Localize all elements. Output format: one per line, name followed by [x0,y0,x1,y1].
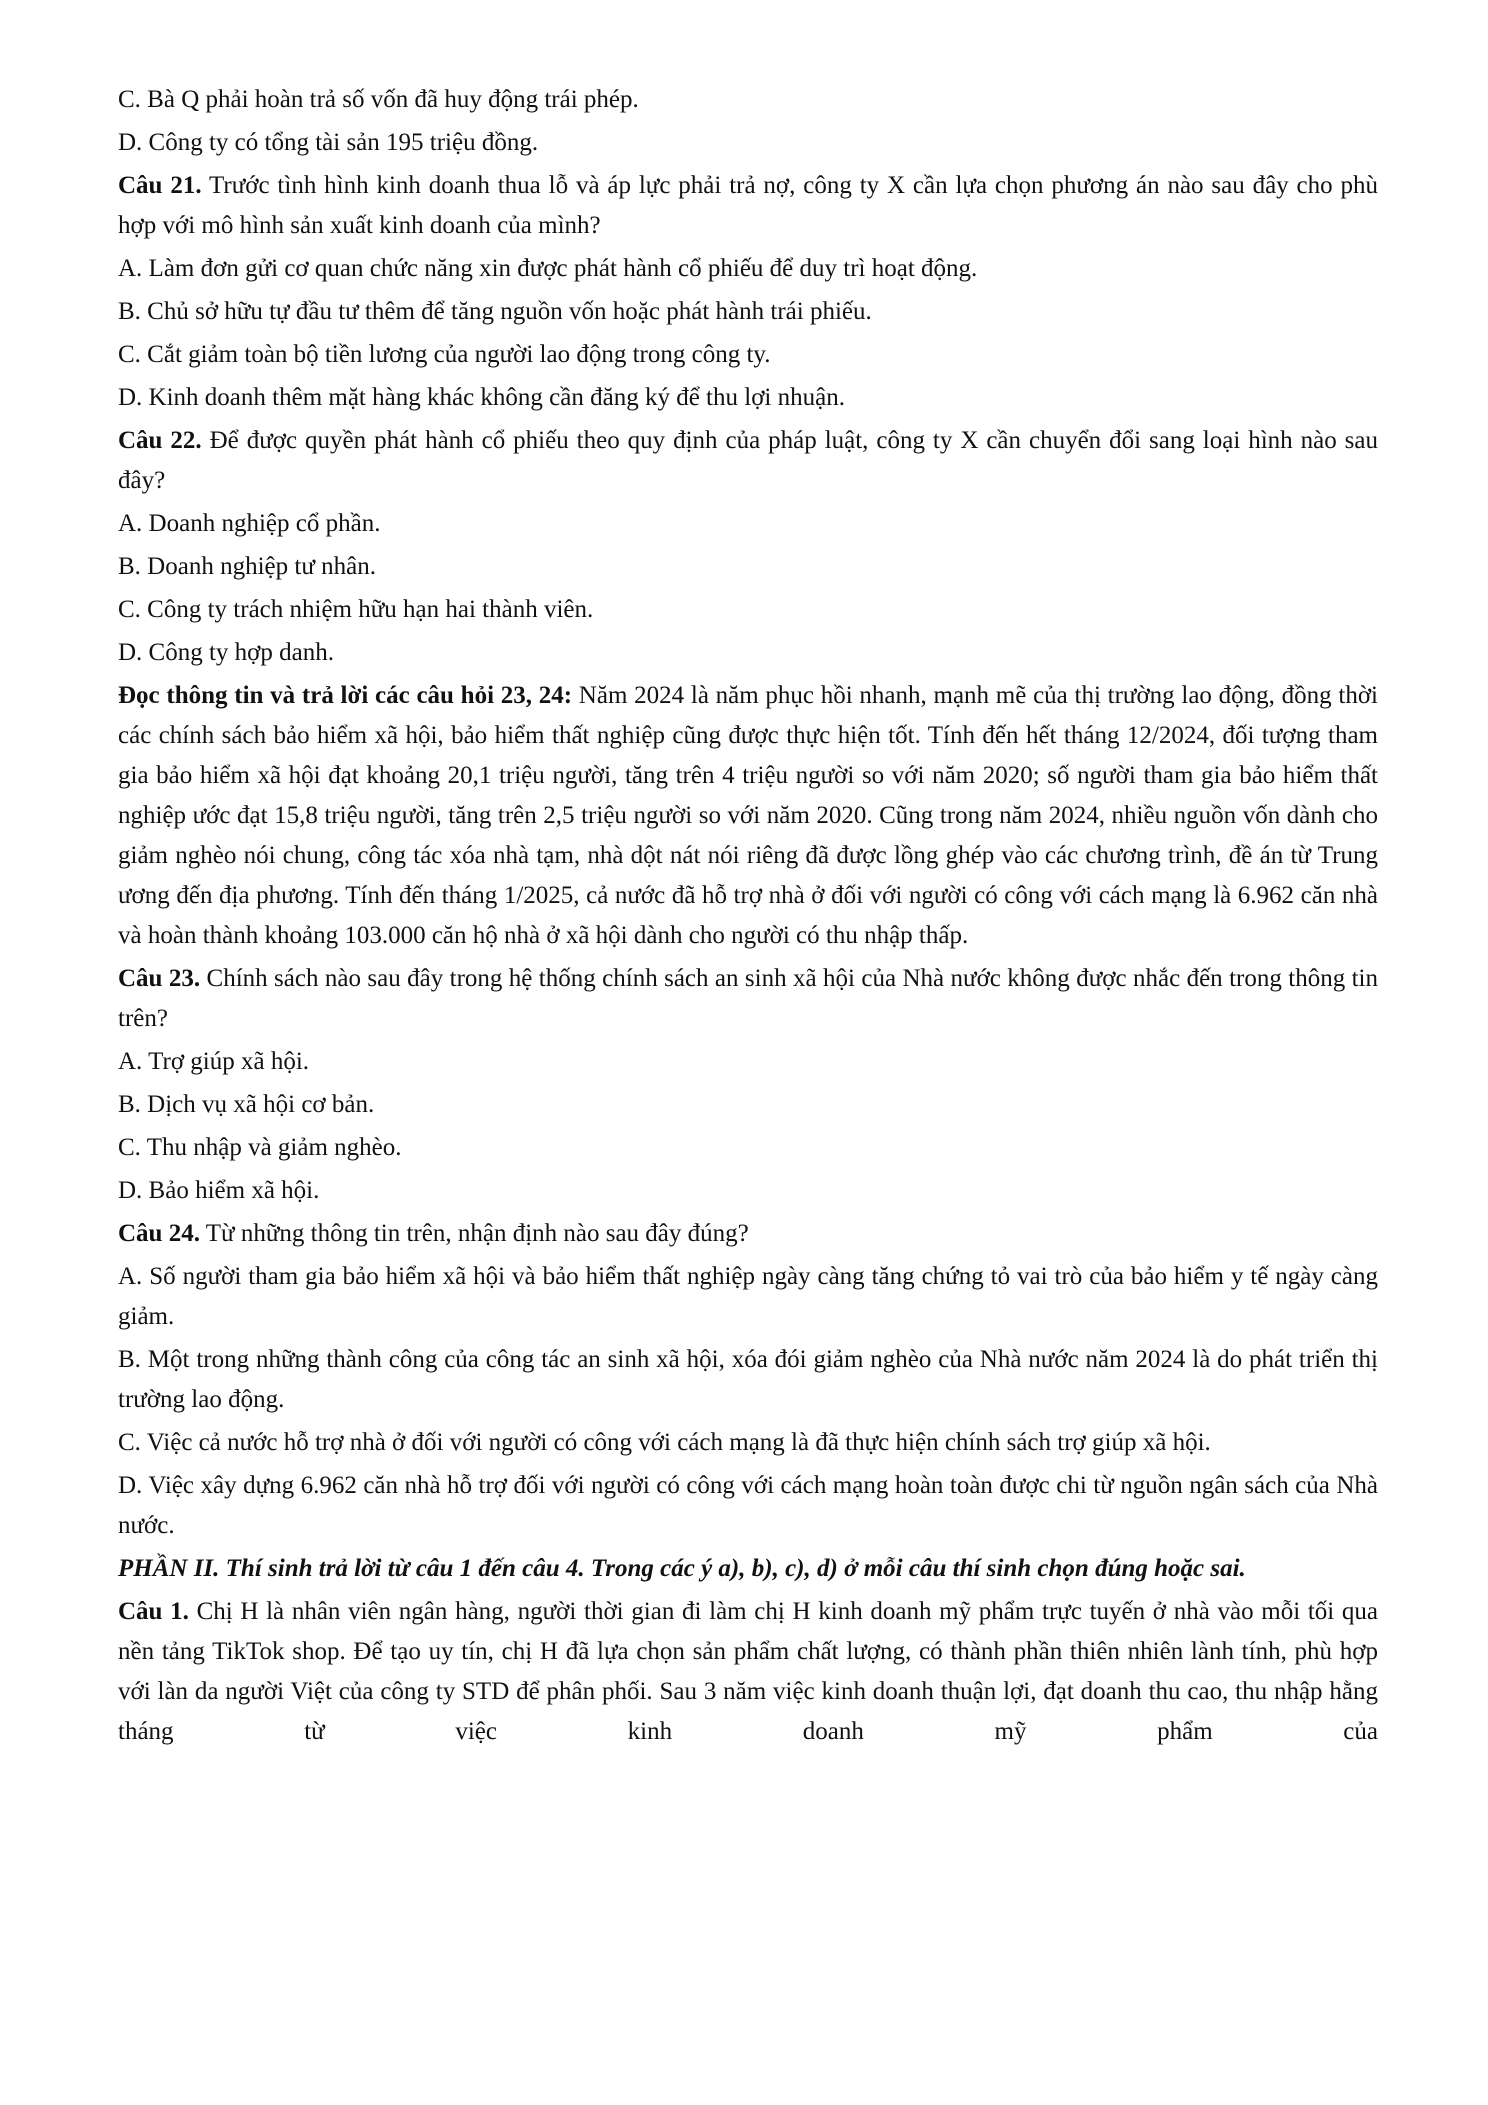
q21-option-a: A. Làm đơn gửi cơ quan chức năng xin được phát hành cổ phiếu để duy trì hoạt động. [118,255,978,282]
reading-passage-label: Đọc thông tin và trả lời các câu hỏi 23, 24: [118,682,573,709]
q21-option-c: C. Cắt giảm toàn bộ tiền lương của người lao động trong công ty. [118,341,771,368]
question-21-label: Câu 21. [118,172,202,199]
question-24 [118,1214,1378,1254]
question-21 [118,166,1378,246]
question-23-text: Chính sách nào sau đây trong hệ thống chính sách an sinh xã hội của Nhà nước không được nhắc đến trong thông tin trên? [118,965,1378,1032]
part-2-heading: PHẦN II. Thí sinh trả lời từ câu 1 đến câu 4. Trong các ý a), b), c), d) ở mỗi câu thí sinh chọn đúng hoặc sai. [118,1555,1246,1582]
q23-option-a: A. Trợ giúp xã hội. [118,1048,310,1075]
prev-option-d: D. Công ty có tổng tài sản 195 triệu đồng. [118,129,539,156]
question-22 [118,421,1378,501]
q24-option-d: D. Việc xây dựng 6.962 căn nhà hỗ trợ đối với người có công với cách mạng hoàn toàn được chi từ nguồn ngân sách của Nhà nước. [118,1472,1378,1539]
part-2-question-1 [118,1592,1378,1752]
q21-option-d: D. Kinh doanh thêm mặt hàng khác không cần đăng ký để thu lợi nhuận. [118,384,845,411]
question-21-text: Trước tình hình kinh doanh thua lỗ và áp lực phải trả nợ, công ty X cần lựa chọn phương án nào sau đây cho phù hợp với mô hình sản xuất kinh doanh của mình? [118,172,1378,239]
question-23 [118,959,1378,1039]
part-2-question-1-label: Câu 1. [118,1598,189,1625]
q24-option-b: B. Một trong những thành công của công tác an sinh xã hội, xóa đói giảm nghèo của Nhà nước năm 2024 là do phát triển thị trường lao động. [118,1346,1378,1413]
q23-option-c: C. Thu nhập và giảm nghèo. [118,1134,402,1161]
question-24-label: Câu 24. [118,1220,200,1247]
q22-option-b: B. Doanh nghiệp tư nhân. [118,553,376,580]
q23-option-d: D. Bảo hiểm xã hội. [118,1177,320,1204]
question-24-text: Từ những thông tin trên, nhận định nào sau đây đúng? [199,1220,749,1247]
q22-option-a: A. Doanh nghiệp cổ phần. [118,510,381,537]
q24-option-c: C. Việc cả nước hỗ trợ nhà ở đối với người có công với cách mạng là đã thực hiện chính sách trợ giúp xã hội. [118,1429,1211,1456]
question-22-label: Câu 22. [118,427,202,454]
question-23-label: Câu 23. [118,965,201,992]
q21-option-b: B. Chủ sở hữu tự đầu tư thêm để tăng nguồn vốn hoặc phát hành trái phiếu. [118,298,872,325]
part-2-question-1-text: Chị H là nhân viên ngân hàng, người thời gian đi làm chị H kinh doanh mỹ phẩm trực tuyến ở nhà vào mỗi tối qua nền tảng TikTok shop. Để tạo uy tín, chị H đã lựa chọn sản phẩm chất lượng, có thành phần thiên nhiên lành tính, phù hợp với làn da người Việt của công ty STD để phân phối. Sau 3 năm việc kinh doanh thuận lợi, đạt doanh thu cao, thu nhập hằng tháng từ việc kinh doanh mỹ phẩm của [118,1598,1378,1745]
reading-passage-text: Năm 2024 là năm phục hồi nhanh, mạnh mẽ của thị trường lao động, đồng thời các chính sách bảo hiểm xã hội, bảo hiểm thất nghiệp cũng được thực hiện tốt. Tính đến hết tháng 12/2024, đối tượng tham gia bảo hiểm xã hội đạt khoảng 20,1 triệu người, tăng trên 4 triệu người so với năm 2020; số người tham gia bảo hiểm thất nghiệp ước đạt 15,8 triệu người, tăng trên 2,5 triệu người so với năm 2020. Cũng trong năm 2024, nhiều nguồn vốn dành cho giảm nghèo nói chung, công tác xóa nhà tạm, nhà dột nát nói riêng đã được lồng ghép vào các chương trình, đề án từ Trung ương đến địa phương. Tính đến tháng 1/2025, cả nước đã hỗ trợ nhà ở đối với người có công với cách mạng là 6.962 căn nhà và hoàn thành khoảng 103.000 căn hộ nhà ở xã hội dành cho người có thu nhập thấp. [118,682,1378,949]
q22-option-c: C. Công ty trách nhiệm hữu hạn hai thành viên. [118,596,594,623]
prev-option-c: C. Bà Q phải hoàn trả số vốn đã huy động trái phép. [118,86,639,113]
q23-option-b: B. Dịch vụ xã hội cơ bản. [118,1091,375,1118]
q24-option-a: A. Số người tham gia bảo hiểm xã hội và bảo hiểm thất nghiệp ngày càng tăng chứng tỏ vai trò của bảo hiểm y tế ngày càng giảm. [118,1263,1378,1330]
q22-option-d: D. Công ty hợp danh. [118,639,334,666]
question-22-text: Để được quyền phát hành cổ phiếu theo quy định của pháp luật, công ty X cần chuyển đổi sang loại hình nào sau đây? [118,427,1378,494]
reading-passage [118,676,1378,956]
